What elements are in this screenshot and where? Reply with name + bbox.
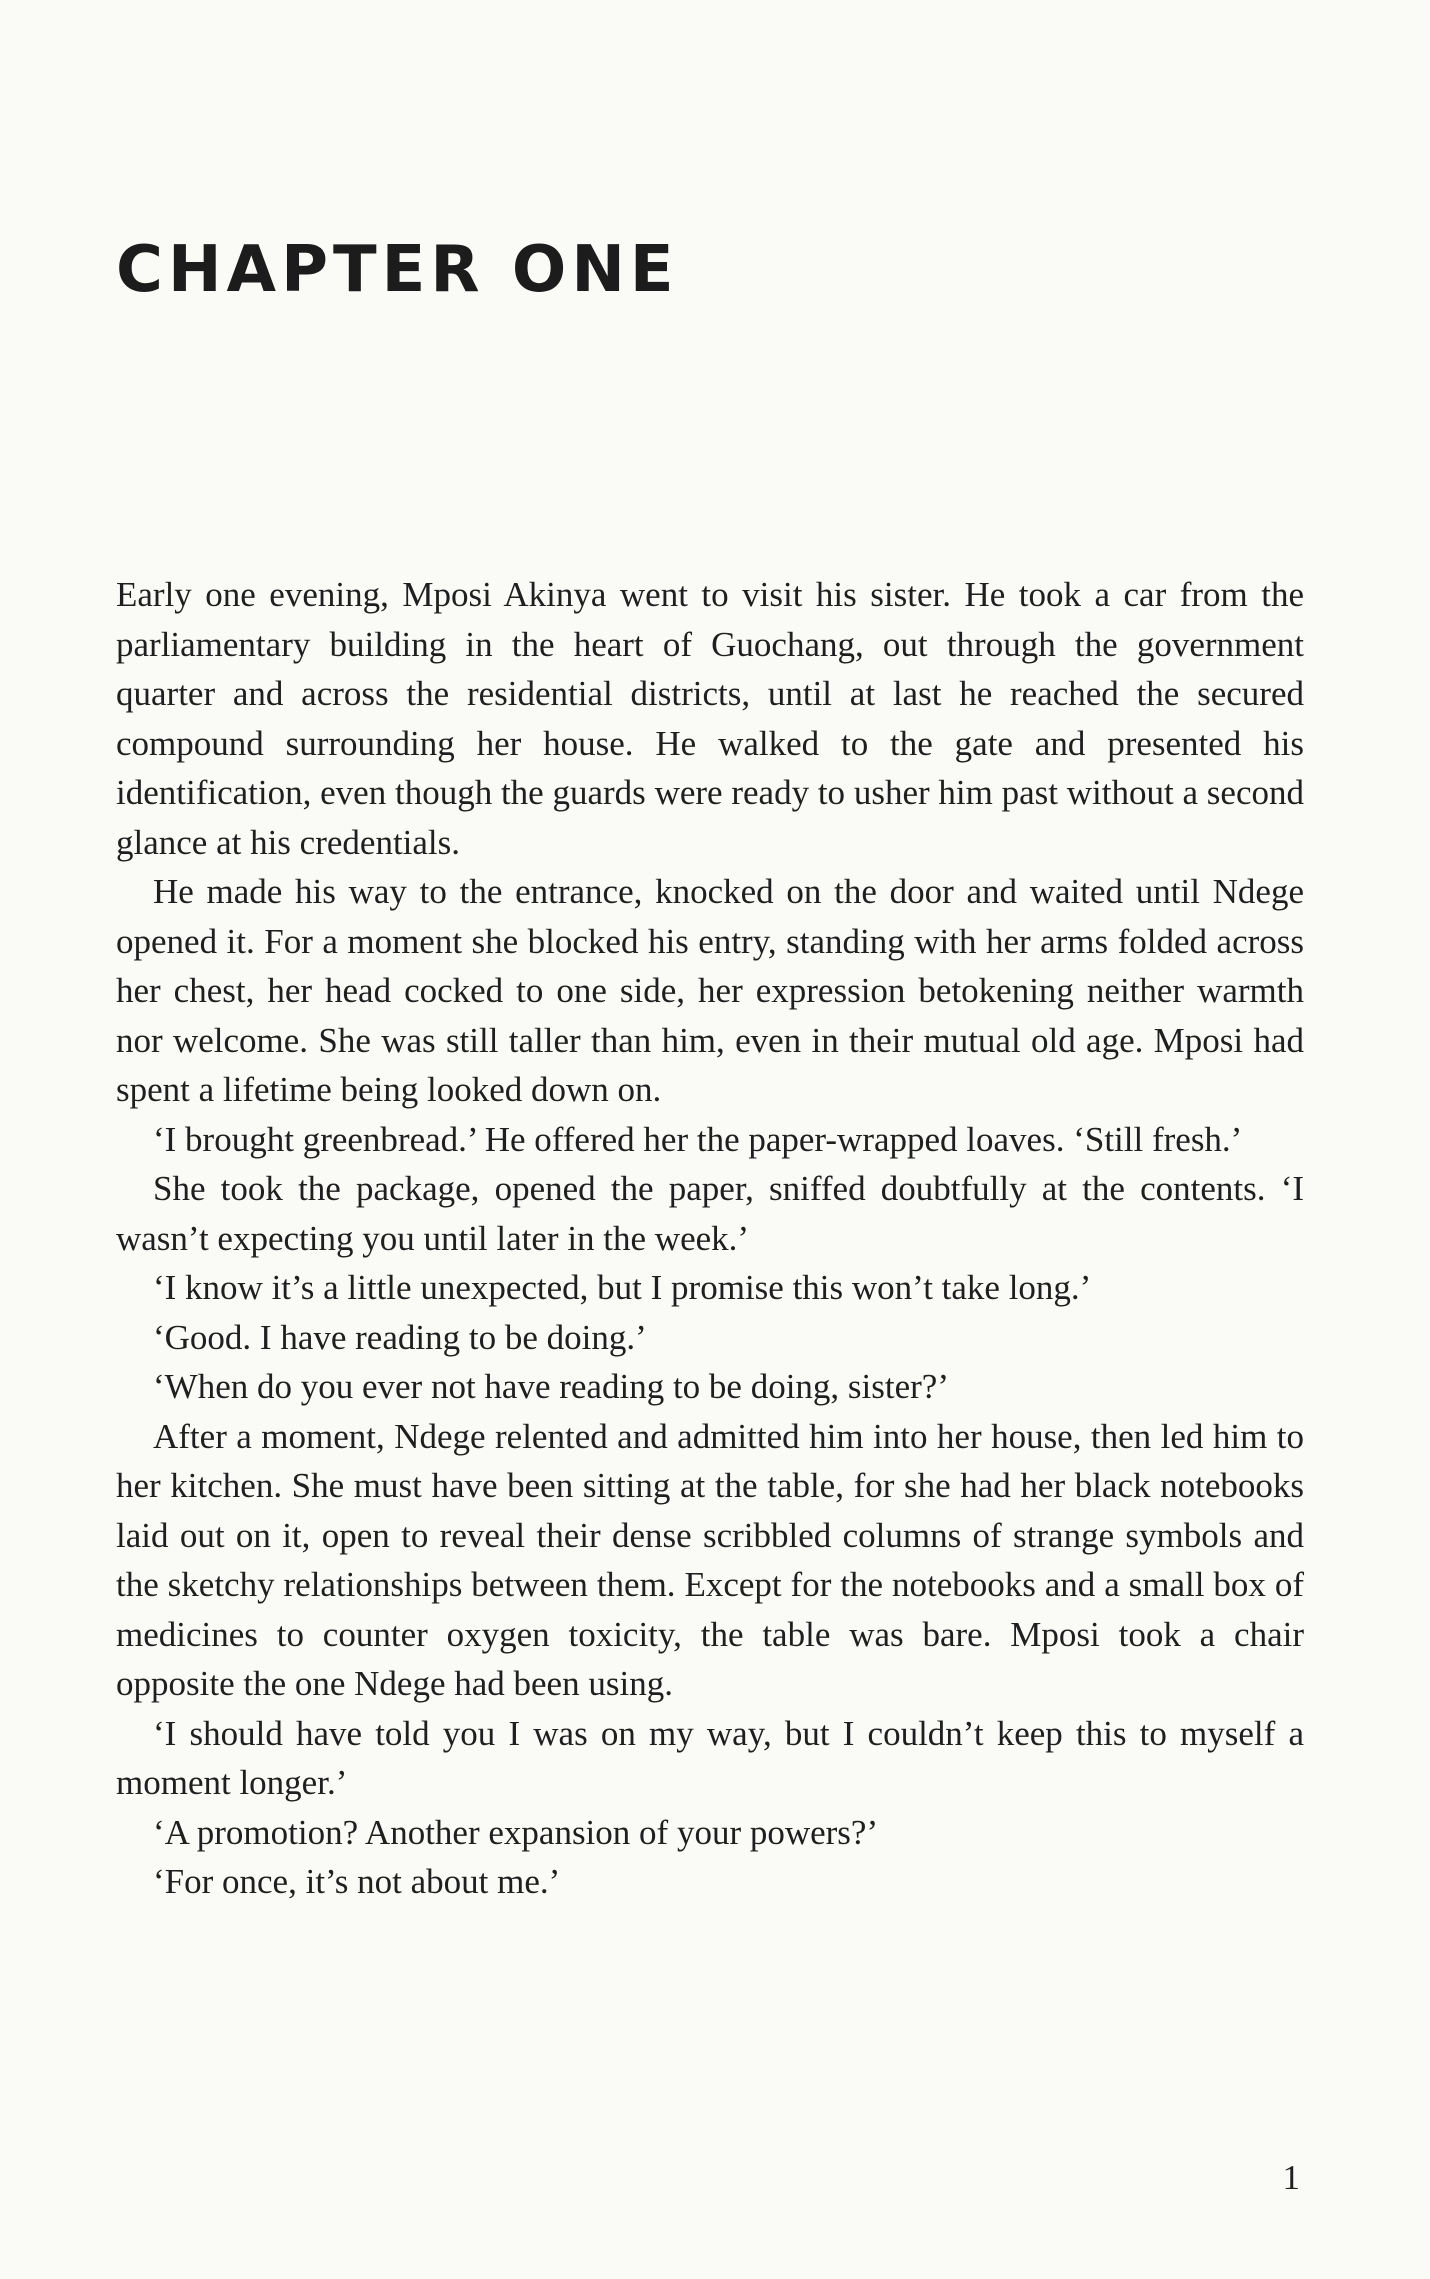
paragraph: ‘When do you ever not have reading to be doing, sister?’ [153,1367,949,1406]
paragraph: After a moment, Ndege relented and admitted him into her house, then led him to her kitchen. She must have been sitting at the table, for she had her black notebooks laid out on it, open to reveal their dense scribbled columns of strange symbols and the sketchy relationships between them. Except for the notebooks and a small box of medicines to counter oxygen toxicity, the table was bare. Mposi took a chair opposite the one Ndege had been using. [116,1416,1304,1703]
chapter-title: CHAPTER ONE [116,233,679,307]
paragraph: Early one evening, Mposi Akinya went to visit his sister. He took a car from the parliamentary building in the heart of Guochang, out through the government quarter and across the residential districts, until at last he reached the secured compound surrounding her house. He walked to the gate and presented his identification, even though the guards were ready to usher him past without a second glance at his credentials. [116,575,1304,862]
paragraph: ‘A promotion? Another expansion of your powers?’ [153,1812,879,1852]
paragraph: She took the package, opened the paper, sniffed doubtfully at the contents. ‘I wasn’t expecting you until later in the week.’ [116,1169,1304,1258]
chapter-body [116,570,1304,1907]
page-number: 1 [1282,2158,1300,2197]
paragraph: He made his way to the entrance, knocked on the door and waited until Ndege opened it. For a moment she blocked his entry, standing with her arms folded across her chest, her head cocked to one side, her expression betokening neither warmth nor welcome. She was still taller than him, even in their mutual old age. Mposi had spent a lifetime being looked down on. [116,872,1304,1109]
paragraph: ‘For once, it’s not about me.’ [153,1862,561,1901]
paragraph: ‘I know it’s a little unexpected, but I promise this won’t take long.’ [153,1268,1092,1307]
paragraph: ‘Good. I have reading to be doing.’ [153,1317,647,1357]
paragraph: ‘I brought greenbread.’ He offered her the paper-wrapped loaves. ‘Still fresh.’ [153,1119,1243,1159]
paragraph: ‘I should have told you I was on my way, but I couldn’t keep this to myself a moment longer.’ [116,1713,1304,1802]
